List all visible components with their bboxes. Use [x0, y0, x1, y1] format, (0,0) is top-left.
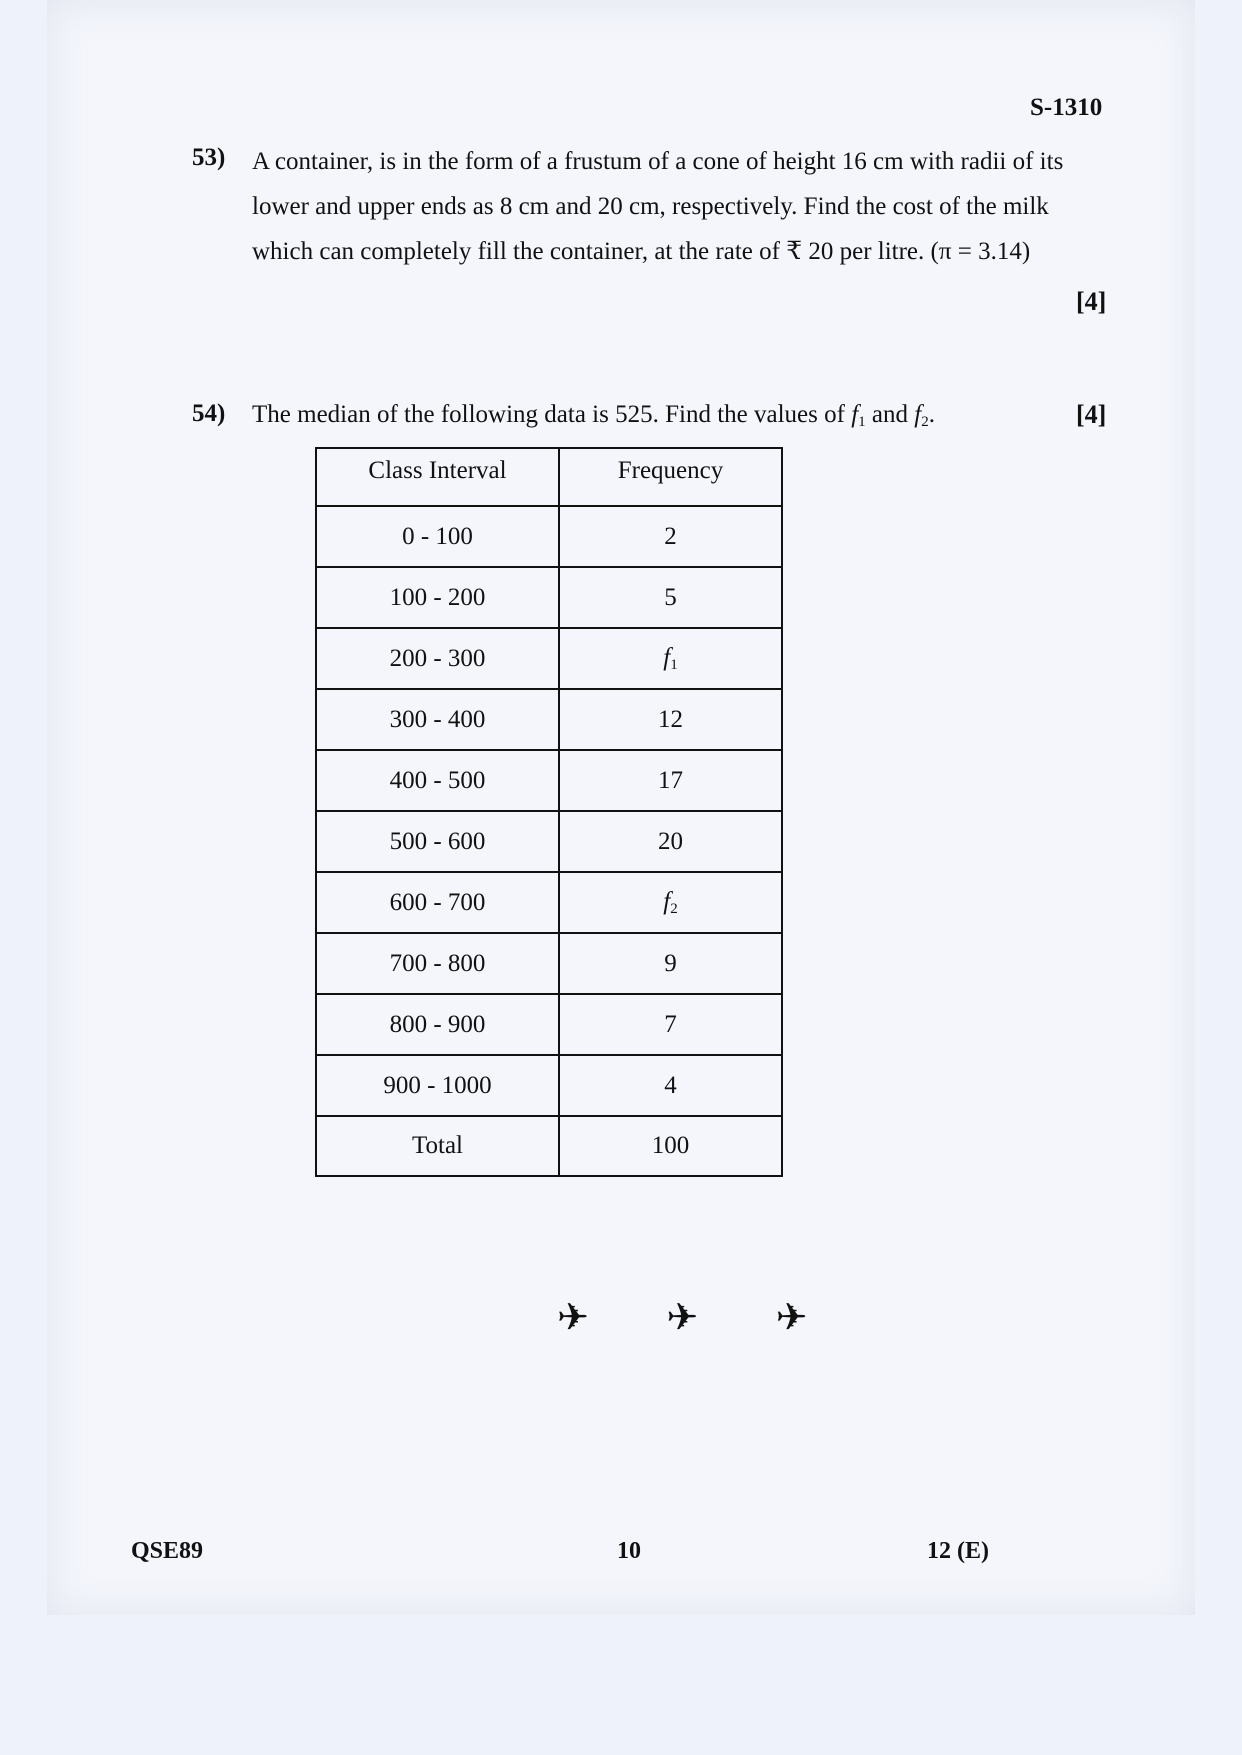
class-interval-cell: 900 - 1000: [316, 1055, 559, 1116]
table-row: [316, 994, 782, 1055]
table-row: [316, 750, 782, 811]
class-interval-cell: 700 - 800: [316, 933, 559, 994]
f1-cell-symbol: f: [663, 643, 671, 671]
table-row: [316, 628, 782, 689]
q53-line-2: lower and upper ends as 8 cm and 20 cm, respectively. Find the cost of the milk: [252, 193, 1049, 220]
table-row: [316, 567, 782, 628]
f1-symbol: f: [851, 401, 859, 428]
table-header-row: [316, 448, 782, 506]
header-frequency: Frequency: [559, 448, 782, 506]
class-interval-cell: 800 - 900: [316, 994, 559, 1055]
table-row: [316, 872, 782, 933]
frequency-cell: 17: [559, 750, 782, 811]
frequency-cell: 12: [559, 689, 782, 750]
class-interval-cell: 100 - 200: [316, 567, 559, 628]
f2-subscript: 2: [921, 414, 929, 430]
frequency-cell: 2: [559, 506, 782, 567]
frequency-table: [315, 447, 783, 1177]
end-of-paper-marker: ✈ ✈ ✈: [557, 1297, 842, 1339]
q53-marks: [4]: [1076, 287, 1107, 316]
f2-cell-symbol: f: [663, 887, 671, 915]
q53-number: 53): [192, 144, 226, 171]
header-class-interval: Class Interval: [316, 448, 559, 506]
exam-page: [47, 0, 1195, 1615]
table-row: [316, 1055, 782, 1116]
frequency-cell: 4: [559, 1055, 782, 1116]
table-row: [316, 933, 782, 994]
frequency-cell: 20: [559, 811, 782, 872]
class-interval-cell: 200 - 300: [316, 628, 559, 689]
footer-code: QSE89: [131, 1538, 204, 1564]
frequency-cell: 7: [559, 994, 782, 1055]
q53-text: [252, 139, 1172, 274]
class-interval-cell: 0 - 100: [316, 506, 559, 567]
f1-subscript: 1: [858, 414, 866, 430]
frequency-cell: 5: [559, 567, 782, 628]
footer-right-code: 12 (E): [927, 1538, 989, 1564]
total-label-cell: Total: [316, 1116, 559, 1176]
frequency-cell: 9: [559, 933, 782, 994]
q54-text-and: and: [865, 401, 915, 428]
frequency-cell-f2: [559, 872, 782, 933]
q53-line-3: which can completely fill the container, at the rate of ₹ 20 per litre. (π = 3.14): [252, 238, 1031, 265]
paper-code: S-1310: [1030, 94, 1103, 121]
q54-text: [252, 392, 1032, 445]
total-value-cell: 100: [559, 1116, 782, 1176]
frequency-cell-f1: [559, 628, 782, 689]
class-interval-cell: 400 - 500: [316, 750, 559, 811]
q53-line-1: A container, is in the form of a frustum of a cone of height 16 cm with radii of its: [252, 148, 1064, 175]
f2-symbol: f: [914, 401, 922, 428]
table-row: [316, 811, 782, 872]
class-interval-cell: 500 - 600: [316, 811, 559, 872]
q54-text-end: .: [928, 401, 935, 428]
q54-number: 54): [192, 400, 226, 427]
table-row: [316, 689, 782, 750]
q54-marks: [4]: [1076, 400, 1107, 429]
footer-page-number: 10: [617, 1538, 641, 1564]
table-total-row: [316, 1116, 782, 1176]
f2-cell-subscript: 2: [670, 900, 678, 917]
table-row: [316, 506, 782, 567]
q54-text-main: The median of the following data is 525. Find the values of: [252, 401, 852, 428]
f1-cell-subscript: 1: [670, 656, 678, 673]
class-interval-cell: 300 - 400: [316, 689, 559, 750]
class-interval-cell: 600 - 700: [316, 872, 559, 933]
